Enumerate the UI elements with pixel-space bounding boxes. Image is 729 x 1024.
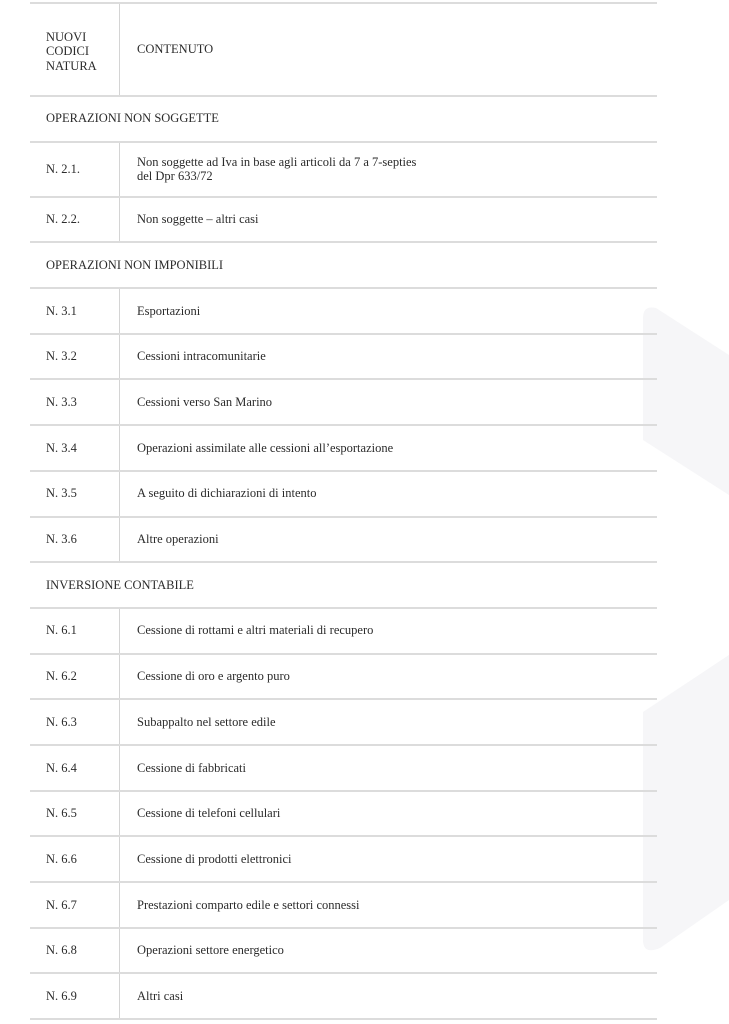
header-codes-column (30, 4, 120, 95)
code-cell: N. 3.6 (46, 532, 77, 547)
content-cell: Subappalto nel settore edile (137, 714, 276, 729)
content-cell: Altre operazioni (137, 532, 219, 547)
table-row (30, 746, 657, 792)
code-cell: N. 3.4 (46, 440, 77, 455)
content-cell: Cessioni intracomunitarie (137, 349, 266, 364)
code-cell: N. 6.2 (46, 669, 77, 684)
content-cell: Cessione di rottami e altri materiali di recupero (137, 623, 374, 638)
table-row (30, 929, 657, 975)
header-code-line: CODICI (46, 44, 90, 59)
table-row (30, 974, 657, 1020)
content-line: del Dpr 633/72 (137, 169, 213, 184)
table-row (30, 655, 657, 701)
content-line: Non soggette ad Iva in base agli articoli da 7 a 7-septies (137, 154, 417, 169)
content-cell (137, 155, 416, 184)
code-cell: N. 3.3 (46, 395, 77, 410)
table-row (30, 472, 657, 518)
table-row (30, 380, 657, 426)
section-heading-row (30, 97, 657, 143)
content-cell: Altri casi (137, 988, 184, 1003)
table-row (30, 289, 657, 335)
content-cell: Esportazioni (137, 303, 201, 318)
table-row (30, 609, 657, 655)
section-title: INVERSIONE CONTABILE (46, 577, 194, 592)
section-heading-row (30, 563, 657, 609)
content-cell: Cessione di oro e argento puro (137, 669, 290, 684)
section-title: OPERAZIONI NON SOGGETTE (46, 111, 219, 126)
code-cell: N. 6.6 (46, 851, 77, 866)
code-cell: N. 6.7 (46, 897, 77, 912)
content-cell: Cessioni verso San Marino (137, 395, 273, 410)
content-cell: Operazioni assimilate alle cessioni all’esportazione (137, 440, 394, 455)
code-cell: N. 2.1. (46, 161, 81, 176)
section-title: OPERAZIONI NON IMPONIBILI (46, 257, 224, 272)
table-row (30, 198, 657, 244)
code-cell: N. 6.8 (46, 943, 77, 958)
content-cell: Operazioni settore energetico (137, 943, 284, 958)
content-cell: Cessione di prodotti elettronici (137, 851, 292, 866)
code-cell: N. 6.3 (46, 714, 77, 729)
content-cell: A seguito di dichiarazioni di intento (137, 486, 317, 501)
natura-codes-table (30, 2, 657, 1020)
table-header-row (30, 4, 657, 97)
table-row (30, 883, 657, 929)
section-heading-row (30, 243, 657, 289)
header-code-line: NATURA (46, 58, 97, 73)
table-row (30, 143, 657, 198)
content-cell: Non soggette – altri casi (137, 212, 259, 227)
code-cell: N. 3.2 (46, 349, 77, 364)
code-cell: N. 6.1 (46, 623, 77, 638)
header-content-column (120, 4, 657, 95)
table-row (30, 335, 657, 381)
code-cell: N. 3.5 (46, 486, 77, 501)
table-row (30, 426, 657, 472)
content-cell: Prestazioni comparto edile e settori connessi (137, 897, 360, 912)
code-cell: N. 3.1 (46, 303, 77, 318)
header-code-line: NUOVI (46, 29, 87, 44)
table-row (30, 700, 657, 746)
content-cell: Cessione di telefoni cellulari (137, 806, 281, 821)
header-content-label: CONTENUTO (137, 42, 214, 57)
content-cell: Cessione di fabbricati (137, 760, 246, 775)
code-cell: N. 2.2. (46, 212, 81, 227)
table-row (30, 792, 657, 838)
code-cell: N. 6.9 (46, 988, 77, 1003)
table-row (30, 837, 657, 883)
table-row (30, 518, 657, 564)
code-cell: N. 6.5 (46, 806, 77, 821)
code-cell: N. 6.4 (46, 760, 77, 775)
